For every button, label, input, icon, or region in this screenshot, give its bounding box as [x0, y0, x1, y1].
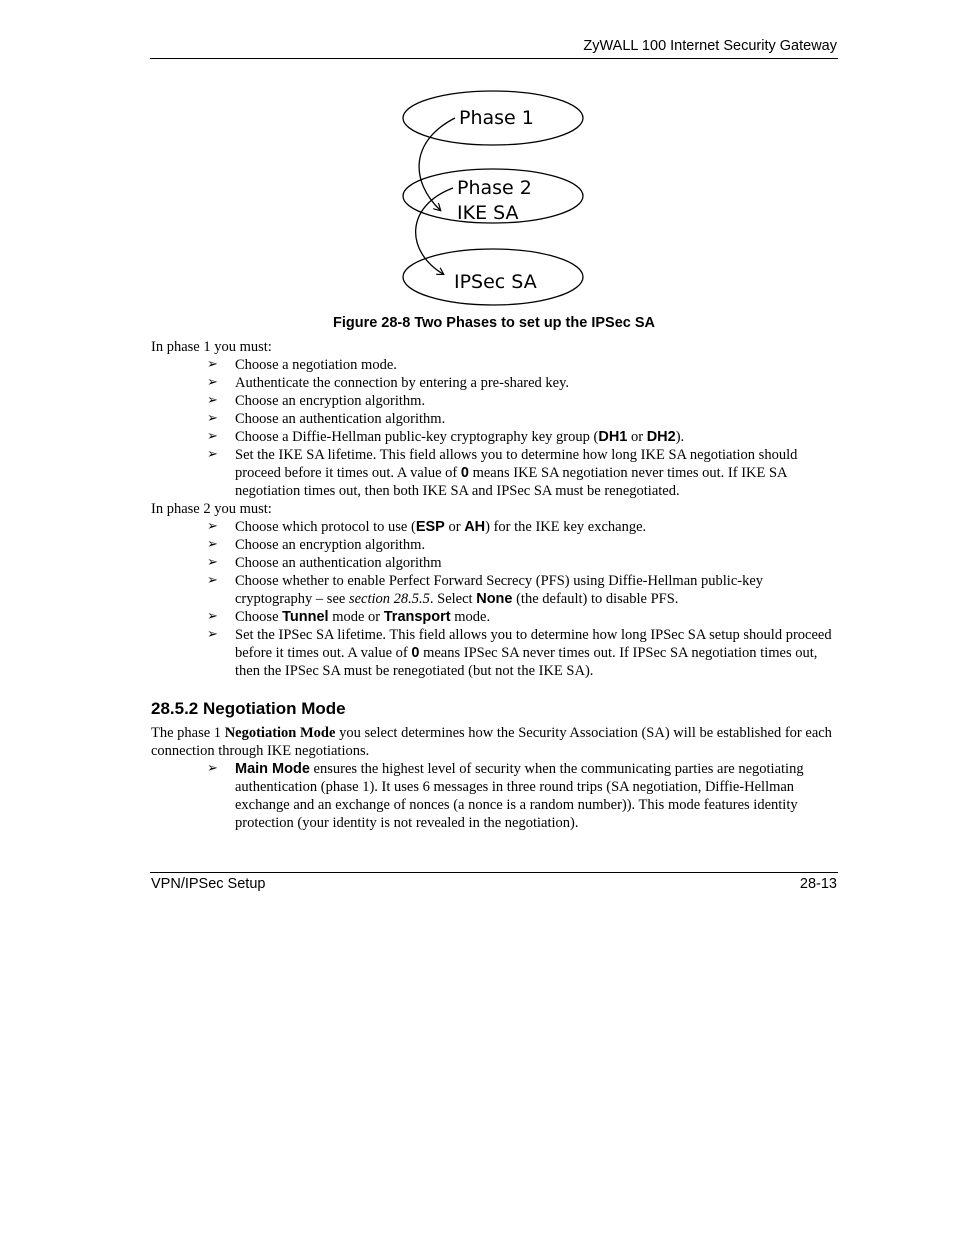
bullet-icon: ➢ — [207, 555, 218, 570]
figure-caption: Figure 28-8 Two Phases to set up the IPSec SA — [332, 315, 656, 331]
dh2-term: DH2 — [646, 429, 676, 445]
phase2-label: Phase 2 — [457, 177, 532, 199]
list-item: ➢ Choose an authentication algorithm — [207, 555, 442, 571]
list-item: ➢ Authenticate the connection by entering a pre-shared key. — [207, 375, 570, 391]
ipsec-sa-label: IPSec SA — [454, 271, 537, 293]
main-body — [151, 338, 841, 832]
phase2-to-ipsec-arrow — [416, 188, 453, 274]
negotiation-mode-list — [151, 760, 841, 832]
list-item: ➢ Choose an encryption algorithm. — [207, 537, 426, 553]
ike-sa-label: IKE SA — [457, 202, 519, 224]
zero-value: 0 — [460, 465, 469, 481]
list-item: ➢ Choose an authentication algorithm. — [207, 411, 446, 427]
bullet-icon: ➢ — [207, 519, 218, 534]
footer-rule — [150, 872, 838, 873]
phase2-list — [151, 518, 841, 680]
section-intro: The phase 1 Negotiation Mode you select determines how the Security Association (SA) will be established for each connection through IKE negotiations. — [151, 725, 832, 759]
negotiation-mode-term: Negotiation Mode — [224, 725, 336, 741]
phase1-label: Phase 1 — [459, 107, 534, 129]
list-item: ➢ Set the IPSec SA lifetime. This field allows you to determine how long IPSec SA setup should proceed before it times out. A value of 0 means IPSec SA never times out. If IPSec SA negotiation times out, then the IPSec SA must be renegotiated (but not the IKE SA). — [207, 627, 832, 679]
tunnel-term: Tunnel — [282, 609, 329, 625]
transport-term: Transport — [383, 609, 451, 625]
list-item: ➢ Choose a negotiation mode. — [207, 357, 397, 373]
page-header-title: ZyWALL 100 Internet Security Gateway — [583, 38, 837, 54]
bullet-icon: ➢ — [207, 375, 218, 390]
bullet-icon: ➢ — [207, 761, 218, 776]
bullet-icon: ➢ — [207, 411, 218, 426]
list-item: ➢ Choose which protocol to use (ESP or AH) for the IKE key exchange. — [207, 519, 647, 535]
section-reference: section 28.5.5 — [348, 591, 430, 607]
list-item: ➢ Main Mode ensures the highest level of security when the communicating parties are negotiating authentication (phase 1). It uses 6 messages in three round trips (SA negotiation, Diffie-Hellman exchange and an exchange of nonces (a nonce is a random number)). This mode features identity protection (your identity is not revealed in the negotiation). — [207, 761, 804, 831]
header-rule — [150, 58, 838, 59]
list-item: ➢ Choose a Diffie-Hellman public-key cryptography key group (DH1 or DH2). — [207, 429, 685, 445]
bullet-icon: ➢ — [207, 393, 218, 408]
zero-value: 0 — [411, 645, 420, 661]
phase2-intro: In phase 2 you must: — [151, 501, 272, 517]
list-item: ➢ Choose an encryption algorithm. — [207, 393, 426, 409]
bullet-icon: ➢ — [207, 573, 218, 588]
dh1-term: DH1 — [598, 429, 628, 445]
bullet-icon: ➢ — [207, 609, 218, 624]
list-item: ➢ Set the IKE SA lifetime. This field allows you to determine how long IKE SA negotiation should proceed before it times out. A value of 0 means IKE SA negotiation never times out. If IKE SA negotiation times out, then both IKE SA and IPSec SA must be renegotiated. — [207, 447, 798, 499]
phase1-intro: In phase 1 you must: — [151, 339, 272, 355]
section-heading: 28.5.2 Negotiation Mode — [151, 699, 346, 718]
footer-page-number: 28-13 — [799, 876, 837, 892]
footer-section-title: VPN/IPSec Setup — [151, 876, 266, 892]
phase1-list — [151, 356, 841, 500]
esp-term: ESP — [415, 519, 445, 535]
bullet-icon: ➢ — [207, 627, 218, 642]
bullet-icon: ➢ — [207, 447, 218, 462]
list-item: ➢ Choose Tunnel mode or Transport mode. — [207, 609, 491, 625]
main-mode-term: Main Mode — [235, 761, 310, 777]
bullet-icon: ➢ — [207, 357, 218, 372]
none-term: None — [476, 591, 513, 607]
list-item: ➢ Choose whether to enable Perfect Forward Secrecy (PFS) using Diffie-Hellman public-key cryptography – see section 28.5.5. Select None (the default) to disable PFS. — [207, 573, 764, 607]
ah-term: AH — [464, 519, 486, 535]
two-phases-diagram — [395, 86, 595, 310]
bullet-icon: ➢ — [207, 537, 218, 552]
bullet-icon: ➢ — [207, 429, 218, 444]
